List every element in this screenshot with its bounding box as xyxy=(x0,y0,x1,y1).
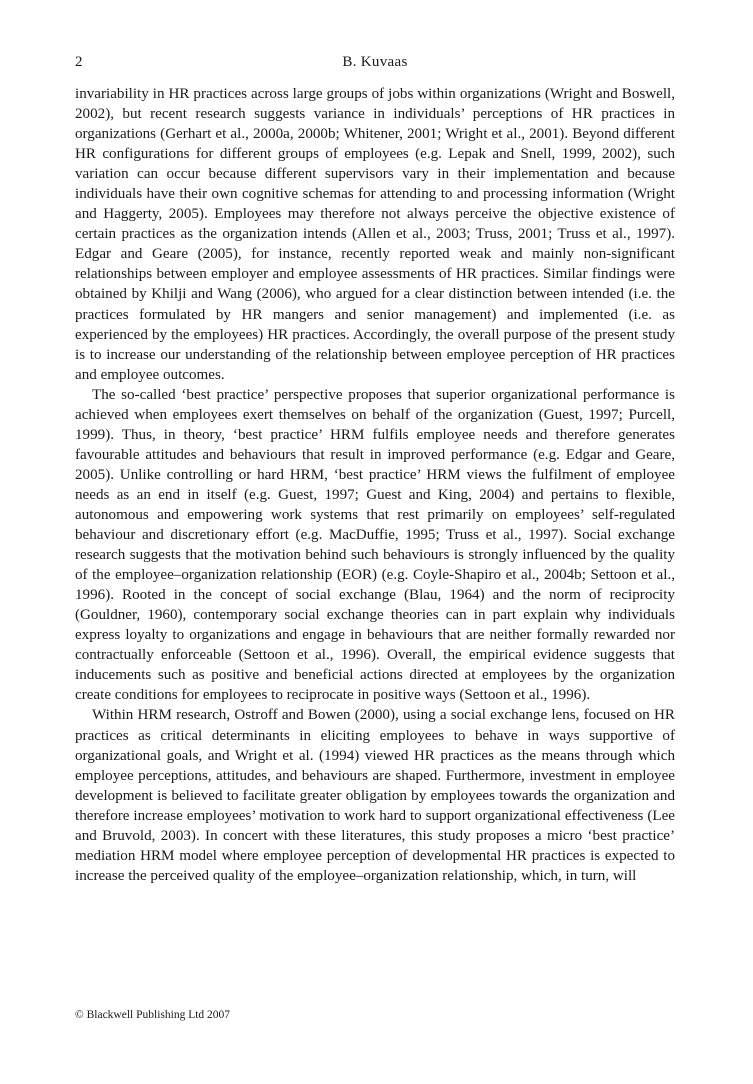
journal-page xyxy=(75,52,675,886)
running-head-author: B. Kuvaas xyxy=(342,54,408,70)
copyright-footer: © Blackwell Publishing Ltd 2007 xyxy=(75,1009,231,1021)
article-body xyxy=(75,84,675,886)
page-header xyxy=(75,52,675,76)
page-number: 2 xyxy=(75,54,83,70)
paragraph-continued: invariability in HR practices across large groups of jobs within organizations (Wright and Boswell, 2002), but recent research suggests variance in individuals’ perceptions of HR practices in organizations (Gerhart et al., 2000a, 2000b; Whitener, 2001; Wright et al., 2001). Beyond different HR configurations for different groups of employees (e.g. Lepak and Snell, 1999, 2002), such variation can occur because different supervisors vary in their implementation and because individuals have their own cognitive schemas for attending to and processing information (Wright and Haggerty, 2005). Employees may therefore not always perceive the objective existence of certain practices as the organization intends (Allen et al., 2003; Truss, 2001; Truss et al., 1997). Edgar and Geare (2005), for instance, recently reported weak and mainly non-significant relationships between employer and employee assessments of HR practices. Similar findings were obtained by Khilji and Wang (2006), who argued for a clear distinction between intended (i.e. the practices formulated by HR mangers and senior management) and implemented (i.e. as experienced by the employees) HR practices. Accordingly, the overall purpose of the present study is to increase our understanding of the relationship between employee perception of HR practices and employee outcomes. xyxy=(75,86,675,383)
paragraph-best-practice: The so-called ‘best practice’ perspective proposes that superior organizational performance is achieved when employees exert themselves on behalf of the organization (Guest, 1997; Purcell, 1999). Thus, in theory, ‘best practice’ HRM fulfils employee needs and therefore generates favourable attitudes and behaviours that result in improved performance (e.g. Edgar and Geare, 2005). Unlike controlling or hard HRM, ‘best practice’ HRM views the fulfilment of employee needs as an end in itself (e.g. Guest, 1997; Guest and King, 2004) and pertains to flexible, autonomous and empowering work systems that rest primarily on employees’ self-regulated behaviour and discretionary effort (e.g. MacDuffie, 1995; Truss et al., 1997). Social exchange research suggests that the motivation behind such behaviours is strongly influenced by the quality of the employee–organization relationship (EOR) (e.g. Coyle-Shapiro et al., 2004b; Settoon et al., 1996). Rooted in the concept of social exchange (Blau, 1964) and the norm of reciprocity (Gouldner, 1960), contemporary social exchange theories can in part explain why individuals express loyalty to organizations and engage in behaviours that are neither formally rewarded nor contractually enforceable (Settoon et al., 1996). Overall, the empirical evidence suggests that inducements such as positive and beneficial actions directed at employees by the organization create conditions for employees to reciprocate in positive ways (Settoon et al., 1996). xyxy=(75,386,675,704)
paragraph-hrm-research: Within HRM research, Ostroff and Bowen (2000), using a social exchange lens, focused on HR practices as critical determinants in eliciting employees to behave in ways supportive of organizational goals, and Wright et al. (1994) viewed HR practices as the means through which employee perceptions, attitudes, and behaviours are shaped. Furthermore, investment in employee development is believed to facilitate greater obligation by employees towards the organization and therefore increase employees’ motivation to work hard to support organizational effectiveness (Lee and Bruvold, 2003). In concert with these literatures, this study proposes a micro ‘best practice’ mediation HRM model where employee perception of developmental HR practices is expected to increase the perceived quality of the employee–organization relationship, which, in turn, will xyxy=(75,707,675,884)
